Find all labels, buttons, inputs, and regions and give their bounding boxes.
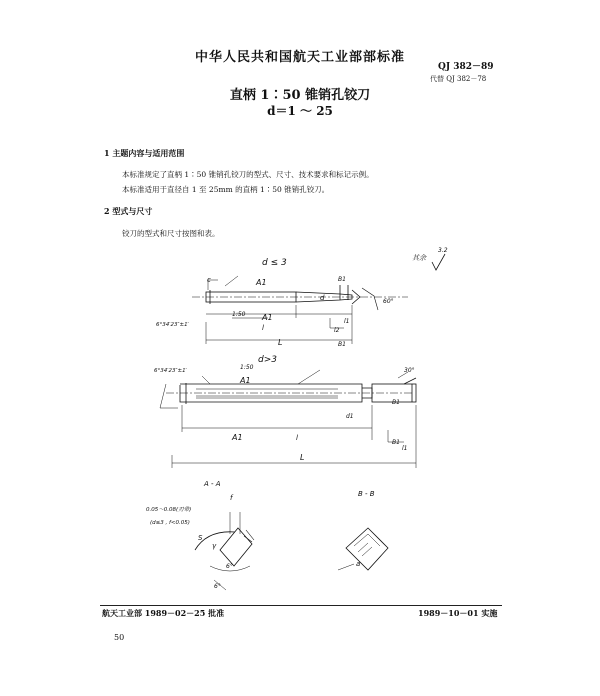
section-bb-label: B - B: [358, 490, 375, 498]
fig1-condition: d ≤ 3: [262, 258, 287, 268]
replaces-standard: 代替 QJ 382－78: [430, 75, 487, 83]
fig2-label-l1: l1: [402, 445, 408, 452]
page-number: 50: [114, 633, 125, 642]
angle-6-label: 6°: [226, 563, 233, 570]
fig1-label-b1-top: B1: [338, 276, 346, 283]
fig1-label-a1-bottom: A1: [262, 313, 273, 322]
fig2-label-d1: d1: [346, 413, 354, 420]
fig2-angle-label: 6°34′23″±1′: [154, 368, 187, 374]
fig1-label-L: L: [278, 338, 283, 347]
label-gamma: γ: [212, 542, 217, 550]
roughness-value-label: 3.2: [438, 247, 448, 254]
f-note: 0.05～0.08(刃带): [146, 507, 192, 513]
section-2-heading: 2 型式与尺寸: [104, 206, 153, 216]
fig1-label-d: d: [320, 294, 325, 302]
fig1-angle-label: 6°34′23″±1′: [156, 322, 189, 328]
document-title: 直柄 1∶50 锥销孔铰刀: [229, 88, 371, 103]
fig2-label-a1-bottom: A1: [232, 433, 243, 442]
fig2-taper-label: 1:50: [240, 364, 254, 371]
fig1-angle-60: 60°: [383, 298, 394, 305]
fig1-label-c: c: [207, 276, 211, 284]
fig2-label-b1-bottom: B1: [392, 439, 400, 446]
angle-6-label-lower: 6°: [214, 583, 221, 590]
section-1-heading: 1 主题内容与适用范围: [104, 148, 185, 158]
section-2-paragraph-1: 铰刀的型式和尺寸按图和表。: [122, 229, 220, 238]
section-1-paragraph-2: 本标准适用于直径自 1 至 25mm 的直柄 1∶50 锥销孔铰刀。: [122, 185, 330, 194]
footer-rule: [100, 605, 502, 606]
fig1-taper-label: 1:50: [232, 311, 246, 318]
approval-line: 航天工业部 1989－02－25 批准: [102, 608, 225, 618]
fig2-condition: d>3: [258, 355, 277, 365]
fig2-label-a1-top: A1: [240, 376, 251, 385]
roughness-rest-label: 其余: [412, 254, 426, 262]
fig1-label-l1: l1: [344, 318, 350, 325]
fig2-label-b1-top: B1: [392, 399, 400, 406]
fig1-label-l: l: [262, 324, 264, 332]
f-label: f: [230, 494, 233, 502]
fig1-label-a1-top: A1: [256, 278, 267, 287]
fig2-angle-30: 30°: [404, 367, 415, 374]
label-s: S: [198, 534, 203, 542]
fig1-label-b1-bottom: B1: [338, 341, 346, 348]
document-subtitle: d＝1 ～ 25: [267, 104, 333, 118]
standard-number: QJ 382－89: [438, 62, 494, 72]
roughness-symbol: [432, 254, 445, 270]
fig2-label-L: L: [300, 453, 305, 462]
f-note-small-d: (d≤3 , f<0.05): [150, 520, 190, 526]
section-aa-label: A - A: [204, 480, 221, 488]
implementation-date: 1989－10－01 实施: [418, 608, 498, 618]
label-a: a: [356, 560, 361, 568]
section-1-paragraph-1: 本标准规定了直柄 1∶50 锥销孔铰刀的型式、尺寸、技术要求和标记示例。: [122, 170, 374, 179]
standard-title: 中华人民共和国航天工业部部标准: [194, 50, 405, 65]
fig1-label-l2: l2: [334, 327, 340, 334]
fig2-label-l: l: [296, 434, 298, 442]
